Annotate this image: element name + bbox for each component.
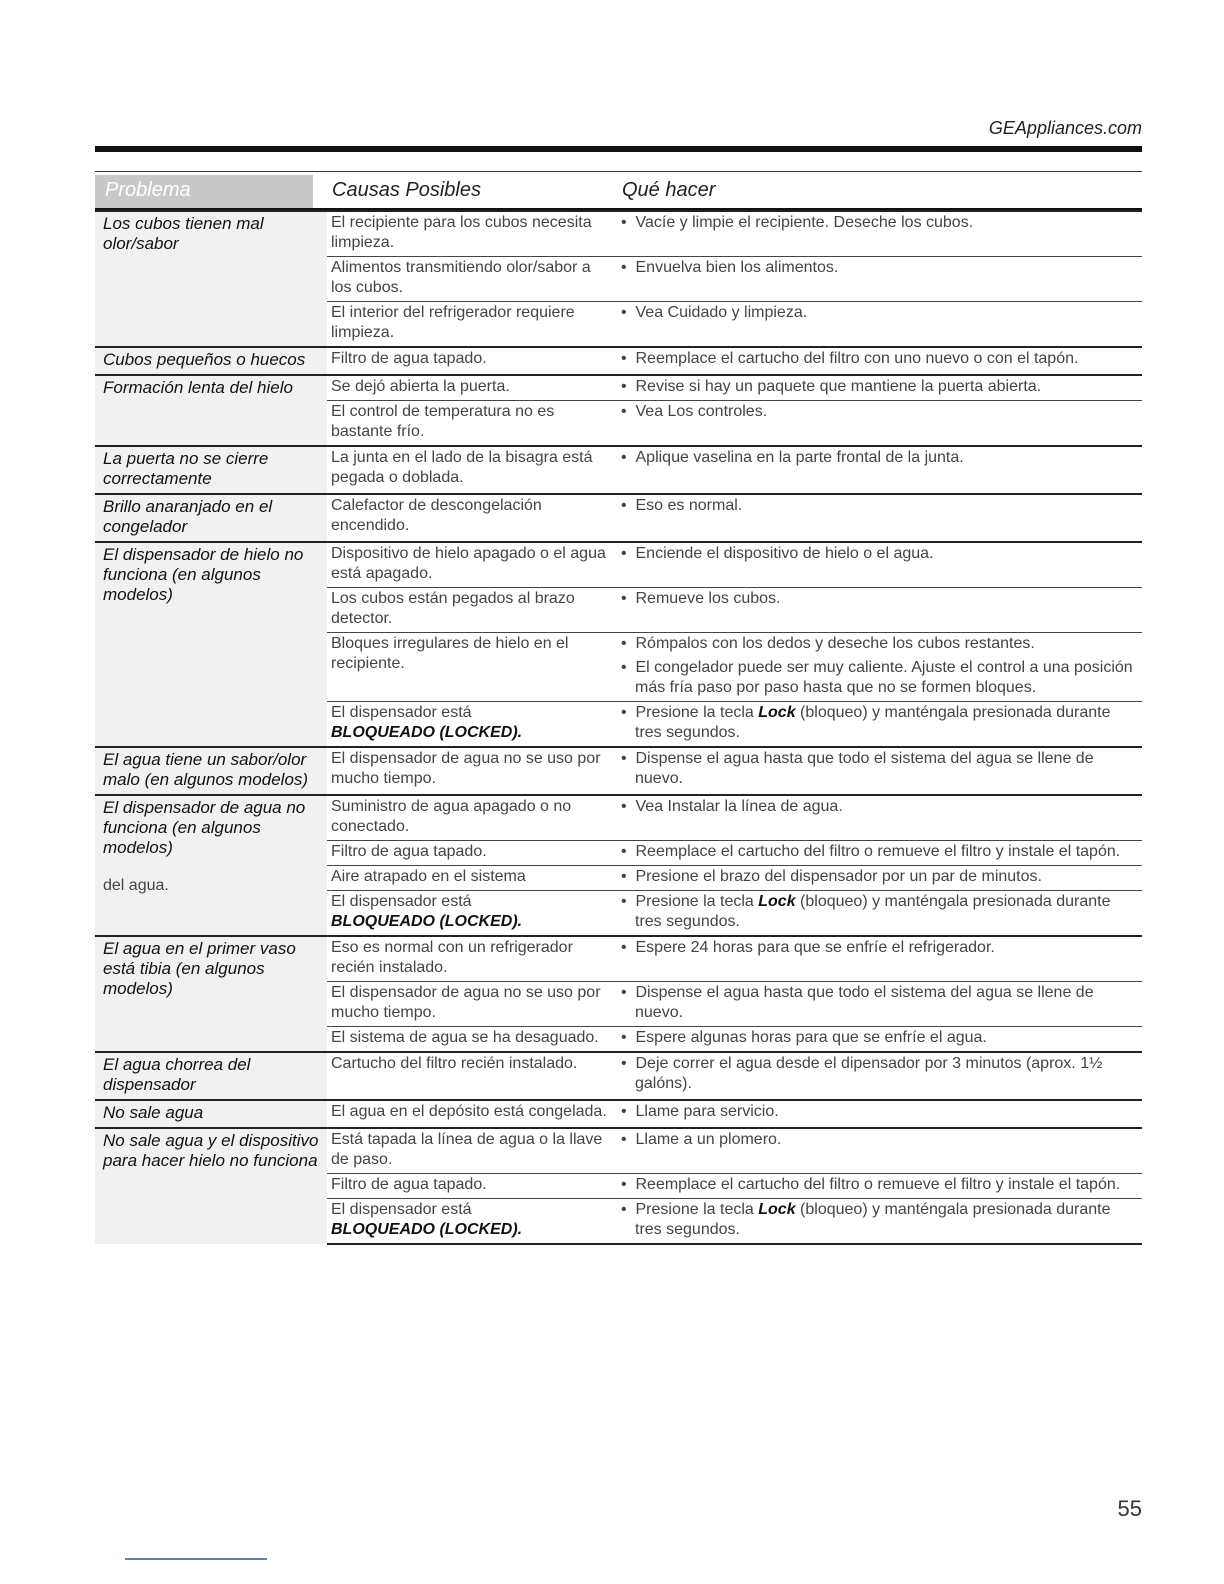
- bullet-dot-icon: •: [621, 635, 636, 652]
- table-row: [95, 936, 1142, 982]
- cause-text: El recipiente para los cubos necesita limpieza.: [331, 214, 592, 251]
- locked-label: BLOQUEADO (LOCKED).: [331, 724, 523, 741]
- fix-text: Dispense el agua hasta que todo el sistema del agua se llene de nuevo.: [635, 750, 1094, 787]
- fix-bullet: [621, 749, 1138, 789]
- top-rule: [95, 146, 1142, 152]
- fix-bullet: [621, 797, 1138, 817]
- fix-text: Vea Los controles.: [635, 403, 768, 420]
- fix-bullet: [621, 1175, 1138, 1195]
- cause-text: Bloques irregulares de hielo en el recipiente.: [331, 635, 569, 672]
- cause-cell: [327, 702, 617, 748]
- fix-text: Eso es normal.: [635, 497, 743, 514]
- fix-cell: [617, 1027, 1142, 1053]
- fix-cell: [617, 891, 1142, 937]
- cause-text: Filtro de agua tapado.: [331, 843, 487, 860]
- page-number: 55: [1117, 1496, 1142, 1521]
- cause-cell: [327, 211, 617, 257]
- fix-bullet: [621, 1200, 1138, 1240]
- problem-extra-text: del agua.: [103, 877, 169, 894]
- fix-text: Presione la tecla: [635, 893, 754, 910]
- cause-text: El dispensador de agua no se uso por mucho tiempo.: [331, 750, 601, 787]
- problem-cell: [95, 795, 327, 936]
- cause-cell: [327, 347, 617, 375]
- problem-cell: [95, 1128, 327, 1244]
- fix-text: Aplique vaselina en la parte frontal de la junta.: [635, 449, 964, 466]
- fix-text: Vacíe y limpie el recipiente. Deseche los cubos.: [635, 214, 974, 231]
- cause-text: Los cubos están pegados al brazo detector.: [331, 590, 575, 627]
- fix-cell: [617, 375, 1142, 401]
- cause-cell: [327, 494, 617, 542]
- bullet-dot-icon: •: [621, 378, 636, 395]
- problem-cell: [95, 494, 327, 542]
- cause-cell: [327, 633, 617, 702]
- fix-cell: [617, 1174, 1142, 1199]
- fix-text: Envuelva bien los alimentos.: [635, 259, 839, 276]
- cause-cell: [327, 866, 617, 891]
- cause-text: El agua en el depósito está congelada.: [331, 1103, 607, 1120]
- cause-text: Suministro de agua apagado o no conectado.: [331, 798, 572, 835]
- problem-cell: [95, 936, 327, 1052]
- cause-text: El dispensador está: [331, 893, 472, 910]
- fix-text: Reemplace el cartucho del filtro o remueve el filtro y instale el tapón.: [635, 1176, 1121, 1193]
- bullet-dot-icon: •: [621, 868, 636, 885]
- fix-text: Vea Cuidado y limpieza.: [635, 304, 808, 321]
- fix-cell: [617, 702, 1142, 748]
- fix-text: Remueve los cubos.: [635, 590, 781, 607]
- fix-cell: [617, 302, 1142, 348]
- cause-cell: [327, 446, 617, 494]
- fix-cell: [617, 841, 1142, 866]
- fix-text: (bloqueo) y manténgala presionada durante tres segundos.: [635, 1201, 1111, 1238]
- locked-label: BLOQUEADO (LOCKED).: [331, 1221, 523, 1238]
- bullet-dot-icon: •: [621, 750, 636, 767]
- problem-text: El agua tiene un sabor/olor malo (en algunos modelos): [103, 750, 309, 789]
- table-row: [95, 1100, 1142, 1128]
- bullet-dot-icon: •: [621, 939, 636, 956]
- fix-cell: [617, 1128, 1142, 1174]
- cause-cell: [327, 1052, 617, 1100]
- fix-bullet: [621, 703, 1138, 743]
- fix-cell: [617, 588, 1142, 633]
- fix-bullet: [621, 1054, 1138, 1094]
- problem-text: No sale agua: [103, 1103, 204, 1122]
- table-row: [95, 494, 1142, 542]
- fix-cell: [617, 401, 1142, 447]
- fix-bullet: [621, 842, 1138, 862]
- site-url: GEAppliances.com: [988, 118, 1142, 138]
- problem-text: Cubos pequeños o huecos: [103, 350, 306, 369]
- problem-cell: [95, 347, 327, 375]
- header-top-line: [95, 171, 1142, 172]
- cause-text: Se dejó abierta la puerta.: [331, 378, 510, 395]
- bullet-dot-icon: •: [621, 1201, 636, 1218]
- fix-cell: [617, 211, 1142, 257]
- problem-header-cell: [95, 175, 313, 209]
- cause-cell: [327, 588, 617, 633]
- fix-text: (bloqueo) y manténgala presionada durante tres segundos.: [635, 704, 1111, 741]
- table-row: [95, 795, 1142, 841]
- fix-text: Presione la tecla: [635, 1201, 754, 1218]
- bullet-dot-icon: •: [621, 545, 636, 562]
- fix-bullet: [621, 377, 1138, 397]
- bullet-dot-icon: •: [621, 1055, 636, 1072]
- bullet-dot-icon: •: [621, 798, 636, 815]
- bullet-dot-icon: •: [621, 590, 636, 607]
- cause-cell: [327, 401, 617, 447]
- fix-text: Reemplace el cartucho del filtro o remueve el filtro y instale el tapón.: [635, 843, 1121, 860]
- cause-cell: [327, 375, 617, 401]
- fix-bullet: [621, 658, 1138, 698]
- bullet-dot-icon: •: [621, 1029, 636, 1046]
- lock-key-label: Lock: [758, 893, 796, 910]
- fix-cell: [617, 747, 1142, 795]
- bullet-dot-icon: •: [621, 403, 636, 420]
- fix-cell: [617, 257, 1142, 302]
- table-header: [95, 175, 1142, 209]
- fix-bullet: [621, 1130, 1138, 1150]
- fix-bullet: [621, 589, 1138, 609]
- cause-text: Está tapada la línea de agua o la llave de paso.: [331, 1131, 603, 1168]
- cause-cell: [327, 257, 617, 302]
- fix-bullet: [621, 303, 1138, 323]
- bullet-dot-icon: •: [621, 843, 636, 860]
- table-row: [95, 446, 1142, 494]
- footer-link-line: [125, 1558, 267, 1560]
- fix-bullet: [621, 867, 1138, 887]
- cause-cell: [327, 1128, 617, 1174]
- fix-cell: [617, 542, 1142, 588]
- bullet-dot-icon: •: [621, 893, 636, 910]
- table-row: [95, 375, 1142, 401]
- bullet-dot-icon: •: [621, 659, 636, 676]
- problem-text: Formación lenta del hielo: [103, 378, 293, 397]
- fix-text: Dispense el agua hasta que todo el sistema del agua se llene de nuevo.: [635, 984, 1094, 1021]
- cause-text: Eso es normal con un refrigerador recién instalado.: [331, 939, 573, 976]
- fix-text: Llame a un plomero.: [635, 1131, 782, 1148]
- fix-text: (bloqueo) y manténgala presionada durante tres segundos.: [635, 893, 1111, 930]
- fix-bullet: [621, 938, 1138, 958]
- cause-cell: [327, 795, 617, 841]
- cause-cell: [327, 302, 617, 348]
- causes-header: Causas Posibles: [332, 179, 481, 201]
- locked-label: BLOQUEADO (LOCKED).: [331, 913, 523, 930]
- cause-text: El dispensador de agua no se uso por mucho tiempo.: [331, 984, 601, 1021]
- fix-bullet: [621, 258, 1138, 278]
- cause-cell: [327, 747, 617, 795]
- problem-text: El agua en el primer vaso está tibia (en algunos modelos): [103, 939, 296, 998]
- fix-cell: [617, 446, 1142, 494]
- fix-cell: [617, 1100, 1142, 1128]
- table-row: [95, 347, 1142, 375]
- fix-text: El congelador puede ser muy caliente. Ajuste el control a una posición más fría paso por paso hasta que no se formen bloques.: [635, 659, 1133, 696]
- table-row: [95, 1052, 1142, 1100]
- table-row: [95, 211, 1142, 257]
- fix-text: Presione la tecla: [635, 704, 754, 721]
- cause-cell: [327, 542, 617, 588]
- bullet-dot-icon: •: [621, 1131, 636, 1148]
- problem-cell: [95, 446, 327, 494]
- cause-text: Filtro de agua tapado.: [331, 350, 487, 367]
- fix-bullet: [621, 892, 1138, 932]
- fix-text: Vea Instalar la línea de agua.: [635, 798, 843, 815]
- problem-text: Brillo anaranjado en el congelador: [103, 497, 273, 536]
- problem-cell: [95, 1100, 327, 1128]
- fix-cell: [617, 795, 1142, 841]
- bullet-dot-icon: •: [621, 214, 636, 231]
- cause-text: La junta en el lado de la bisagra está pegada o doblada.: [331, 449, 593, 486]
- bullet-dot-icon: •: [621, 259, 636, 276]
- cause-text: El control de temperatura no es bastante frío.: [331, 403, 555, 440]
- cause-text: Calefactor de descongelación encendido.: [331, 497, 542, 534]
- cause-cell: [327, 936, 617, 982]
- what-header: Qué hacer: [622, 179, 716, 201]
- fix-bullet: [621, 634, 1138, 654]
- fix-bullet: [621, 544, 1138, 564]
- cause-cell: [327, 982, 617, 1027]
- fix-text: Rómpalos con los dedos y deseche los cubos restantes.: [635, 635, 1035, 652]
- fix-cell: [617, 347, 1142, 375]
- table-row: [95, 542, 1142, 588]
- fix-cell: [617, 936, 1142, 982]
- problem-cell: [95, 542, 327, 747]
- fix-cell: [617, 982, 1142, 1027]
- bullet-dot-icon: •: [621, 984, 636, 1001]
- fix-cell: [617, 866, 1142, 891]
- fix-bullet: [621, 349, 1138, 369]
- cause-text: El dispensador está: [331, 1201, 472, 1218]
- fix-bullet: [621, 213, 1138, 233]
- lock-key-label: Lock: [758, 704, 796, 721]
- problem-text: La puerta no se cierre correctamente: [103, 449, 269, 488]
- bullet-dot-icon: •: [621, 1176, 636, 1193]
- problem-text: No sale agua y el dispositivo para hacer hielo no funciona: [103, 1131, 319, 1170]
- fix-bullet: [621, 448, 1138, 468]
- fix-cell: [617, 633, 1142, 702]
- cause-cell: [327, 1027, 617, 1053]
- cause-cell: [327, 1100, 617, 1128]
- bullet-dot-icon: •: [621, 1103, 636, 1120]
- fix-text: Espere algunas horas para que se enfríe el agua.: [635, 1029, 987, 1046]
- fix-text: Revise si hay un paquete que mantiene la puerta abierta.: [635, 378, 1042, 395]
- fix-cell: [617, 1199, 1142, 1245]
- fix-text: Deje correr el agua desde el dipensador por 3 minutos (aprox. 1½ galóns).: [635, 1055, 1103, 1092]
- cause-text: El sistema de agua se ha desaguado.: [331, 1029, 599, 1046]
- bullet-dot-icon: •: [621, 304, 636, 321]
- problem-cell: [95, 747, 327, 795]
- troubleshooting-table: [95, 210, 1142, 1245]
- problem-text: El dispensador de agua no funciona (en algunos modelos): [103, 798, 306, 857]
- fix-bullet: [621, 1028, 1138, 1048]
- bullet-dot-icon: •: [621, 449, 636, 466]
- fix-text: Presione el brazo del dispensador por un par de minutos.: [635, 868, 1042, 885]
- cause-text: Alimentos transmitiendo olor/sabor a los cubos.: [331, 259, 591, 296]
- bullet-dot-icon: •: [621, 350, 636, 367]
- cause-text: Aire atrapado en el sistema: [331, 868, 526, 885]
- problem-text: El agua chorrea del dispensador: [103, 1055, 251, 1094]
- table-row: [95, 747, 1142, 795]
- problem-header: Problema: [105, 179, 191, 201]
- cause-text: El interior del refrigerador requiere limpieza.: [331, 304, 575, 341]
- problem-text: El dispensador de hielo no funciona (en algunos modelos): [103, 545, 304, 604]
- lock-key-label: Lock: [758, 1201, 796, 1218]
- problem-cell: [95, 375, 327, 446]
- cause-cell: [327, 1174, 617, 1199]
- bullet-dot-icon: •: [621, 704, 636, 721]
- bullet-dot-icon: •: [621, 497, 636, 514]
- fix-bullet: [621, 496, 1138, 516]
- cause-cell: [327, 891, 617, 937]
- table-row: [95, 1128, 1142, 1174]
- fix-cell: [617, 494, 1142, 542]
- fix-bullet: [621, 1102, 1138, 1122]
- problem-cell: [95, 1052, 327, 1100]
- fix-bullet: [621, 983, 1138, 1023]
- fix-text: Espere 24 horas para que se enfríe el refrigerador.: [635, 939, 995, 956]
- cause-text: Dispositivo de hielo apagado o el agua está apagado.: [331, 545, 606, 582]
- cause-text: El dispensador está: [331, 704, 472, 721]
- fix-text: Llame para servicio.: [635, 1103, 779, 1120]
- fix-text: Enciende el dispositivo de hielo o el agua.: [635, 545, 934, 562]
- fix-text: Reemplace el cartucho del filtro con uno nuevo o con el tapón.: [635, 350, 1079, 367]
- problem-cell: [95, 211, 327, 347]
- cause-cell: [327, 841, 617, 866]
- cause-text: Filtro de agua tapado.: [331, 1176, 487, 1193]
- cause-text: Cartucho del filtro recién instalado.: [331, 1055, 578, 1072]
- cause-cell: [327, 1199, 617, 1245]
- fix-cell: [617, 1052, 1142, 1100]
- problem-text: Los cubos tienen mal olor/sabor: [103, 214, 264, 253]
- fix-bullet: [621, 402, 1138, 422]
